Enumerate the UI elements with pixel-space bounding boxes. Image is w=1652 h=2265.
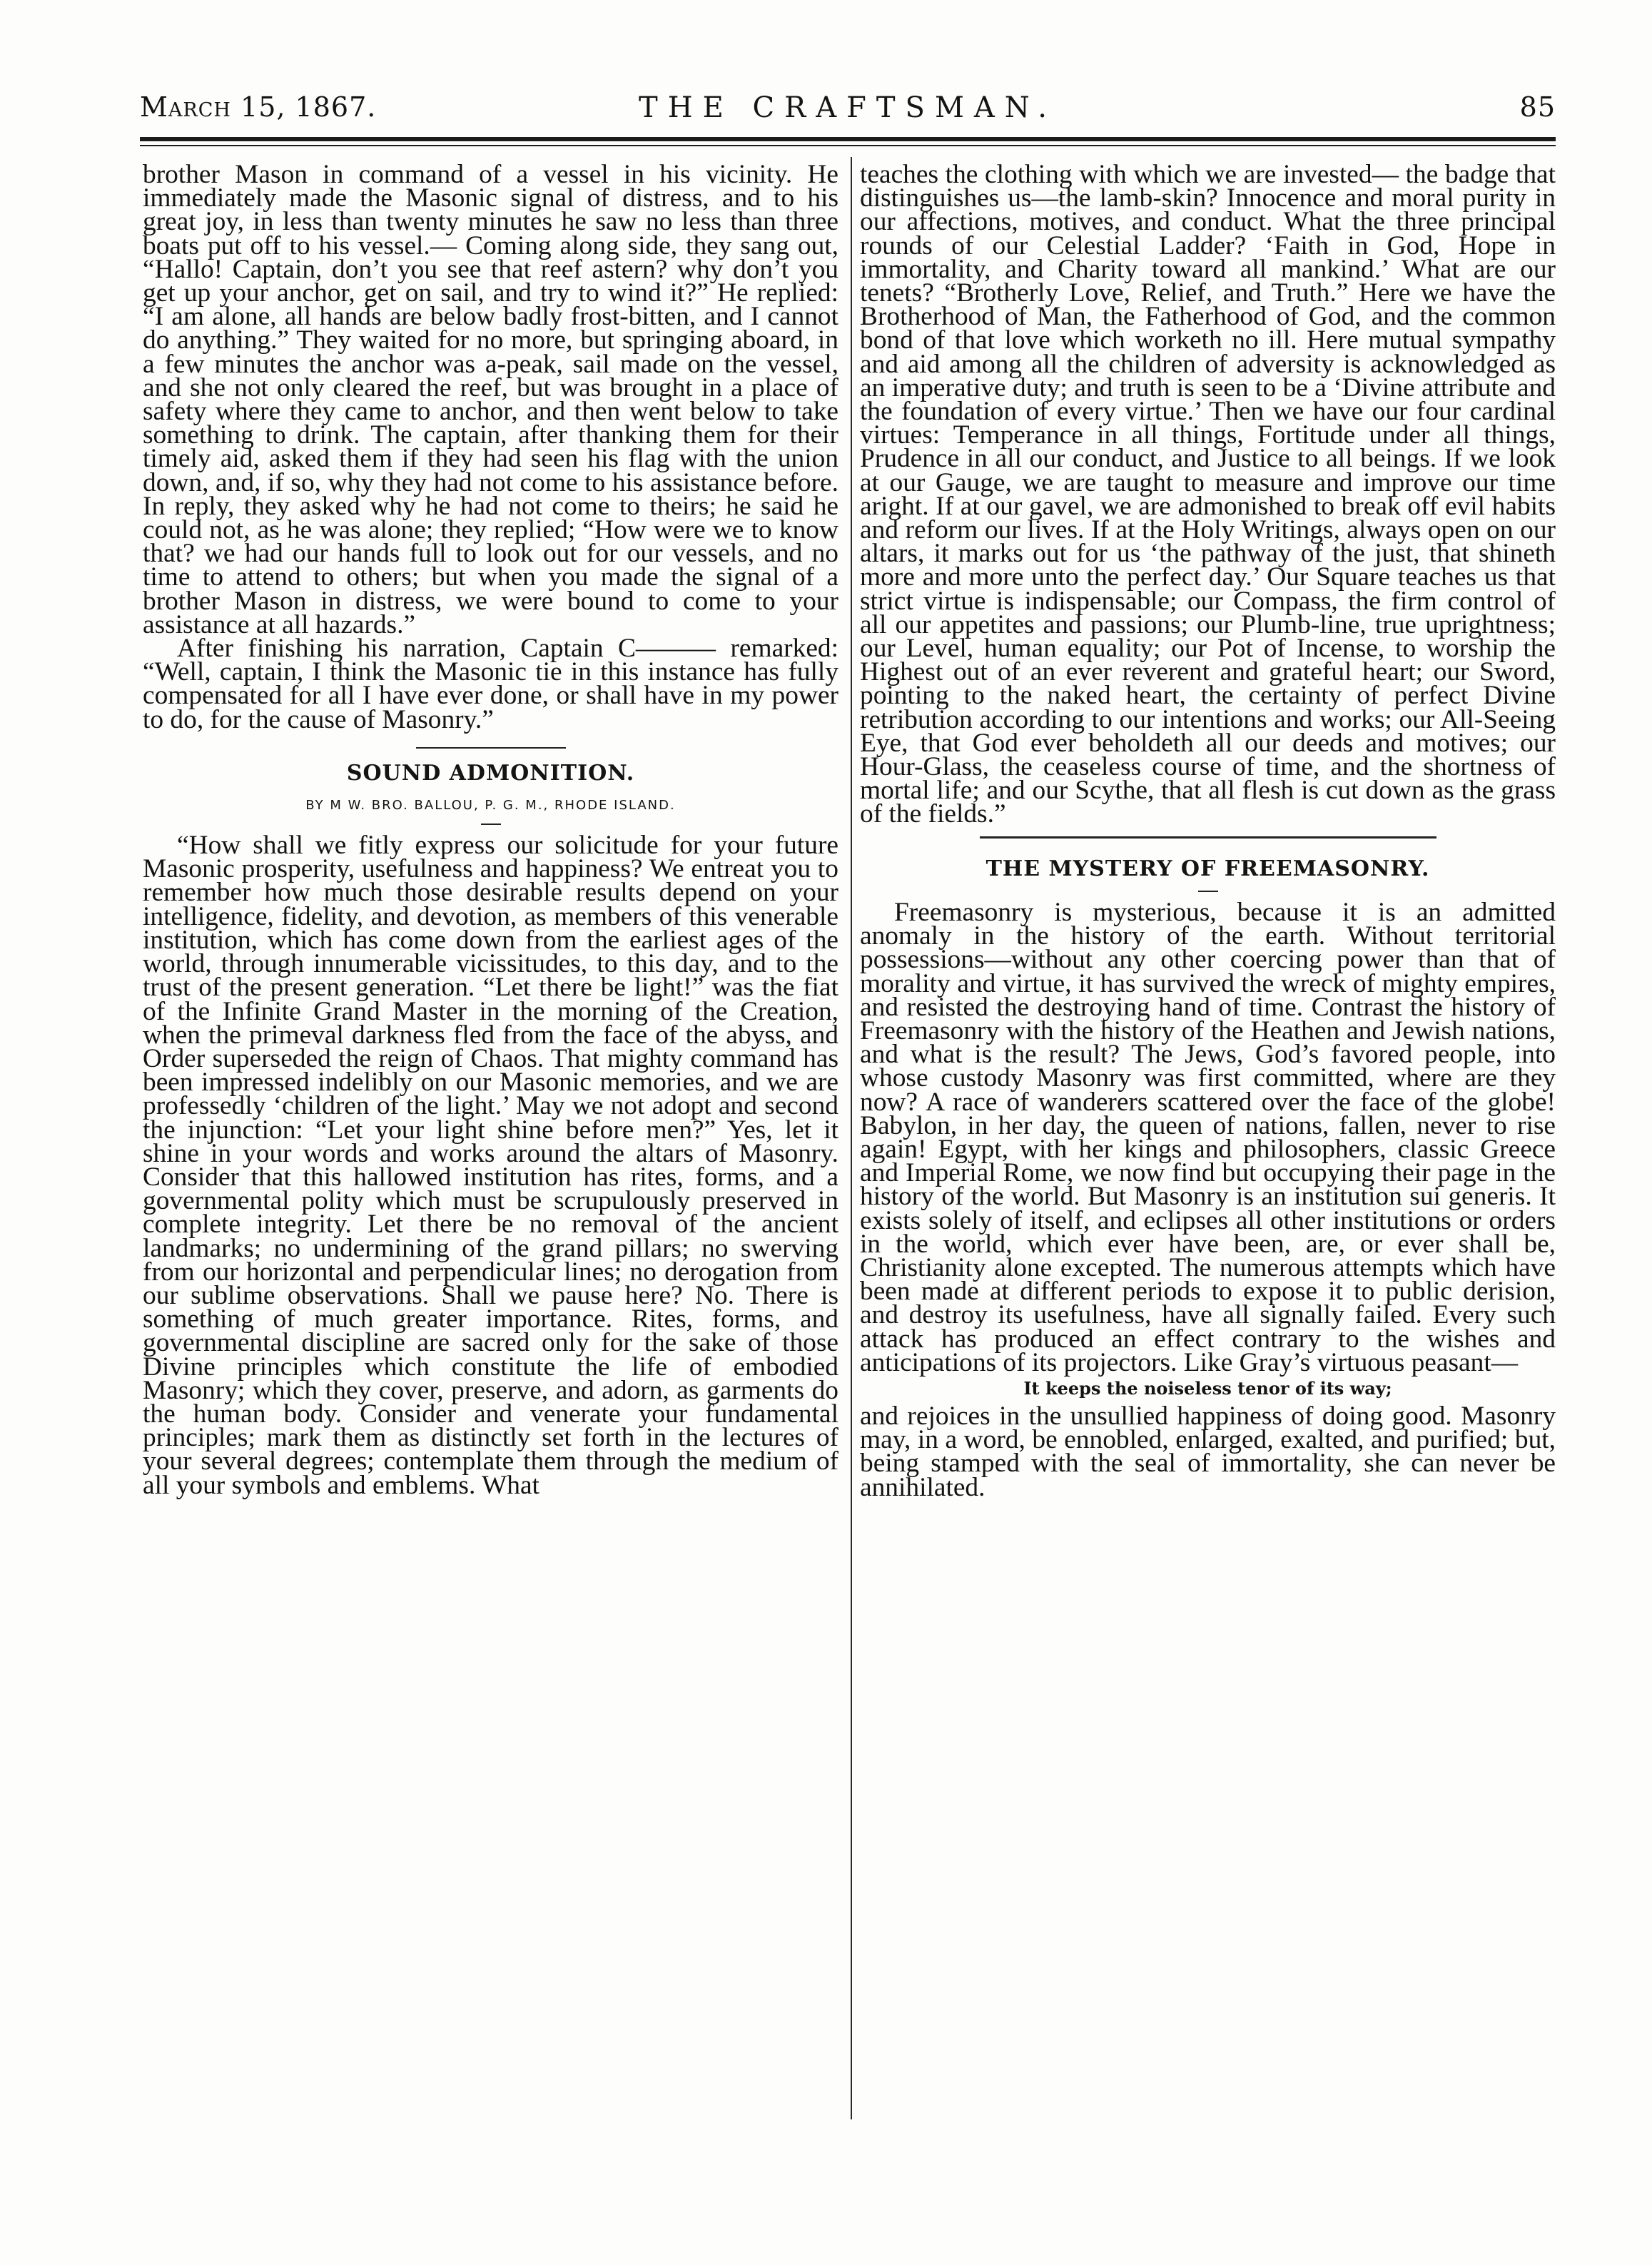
page-number: 85 — [1519, 91, 1556, 123]
story-continuation-paragraph: brother Mason in command of a vessel in his vicinity. He immediately made the Masonic signal of distress, and to his great joy, in less than twenty minutes he saw no less than three boats put off to his vessel.— Coming along side, they sang out, “Hallo! Captain, don’t you see that reef astern? why don’t you get up your anchor, get on sail, and try to wind it?” He replied: “I am alone, all hands are below badly frost-bitten, and I cannot do anything.” They waited for no more, but springing aboard, in a few minutes the anchor was a-peak, sail made on the vessel, and she not only cleared the reef, but was brought in a place of safety where they came to anchor, and then went below to take something to drink. The captain, after thanking them for their timely aid, asked them if they had seen his flag with the union down, and, if so, why they had not come to his assistance before. In reply, they asked why he had not come to theirs; he said he could not, as he was alone; they replied; “How were we to know that? we had our hands full to look out for our vessels, and no time to attend to others; but when you made the signal of a brother Mason in distress, we were bound to come to your assistance at all hazards.” — [143, 160, 838, 639]
header-rule-thin — [140, 145, 1556, 146]
mystery-closing-paragraph: and rejoices in the unsullied happiness of doing good. Masonry may, in a word, be ennobled, enlarged, exalted, and purified; but, being stamped with the seal of immortality, she can never be annihilated. — [860, 1401, 1556, 1502]
right-column — [860, 160, 1556, 1502]
quoted-verse-line: It keeps the noiseless tenor of its way; — [1023, 1377, 1392, 1399]
publication-title: THE CRAFTSMAN. — [639, 91, 1057, 124]
admonition-paragraph: “How shall we fitly express our solicitude for your future Masonic prosperity, usefulness and happiness? We entreat you to remember how much those desirable results depend on your intelligence, fidelity, and devotion, as members of this venerable institution, which has come down from the earliest ages of the world, through innumerable vicissitudes, to this day, and to the trust of the present generation. “Let there be light!” was the fiat of the Infinite Grand Master in the morning of the Creation, when the primeval darkness fled from the face of the abyss, and Order superseded the reign of Chaos. That mighty command has been impressed indelibly on our Masonic memories, and we are professedly ‘children of the light.’ May we not adopt and second the injunction: “Let your light shine before men?” Yes, let it shine in your words and works around the altars of Masonry. Consider that this hallowed institution has rites, forms, and a governmental polity which must be scrupulously preserved in complete integrity. Let there be no removal of the ancient landmarks; no undermining of the grand pillars; no swerving from our horizontal and perpendicular lines; no derogation from our sublime observations. Shall we pause here? No. There is something of much greater importance. Rites, forms, and governmental discipline are sacred only for the sake of those Divine principles which constitute the life of embodied Masonry; which they cover, preserve, and adorn, as garments do the human body. Consider and venerate your fundamental principles; mark them as distinctly set forth in the lectures of your several degrees; contemplate them through the medium of all your symbols and emblems. What — [143, 831, 838, 1500]
mystery-paragraph: Freemasonry is mysterious, because it is an admitted anomaly in the history of the earth. Without territorial possessions—without any other coercing power than that of morality and virtue, it has survived the wreck of mighty empires, and resisted the destroying hand of time. Contrast the history of Freemasonry with the history of the Heathen and Jewish nations, and what is the result? The Jews, God’s favored people, into whose custody Masonry was first committed, where are they now? A race of wanderers scattered over the face of the globe! Babylon, in her day, the queen of nations, fallen, never to rise again! Egypt, with her kings and philosophers, classic Greece and Imperial Rome, we now find but occupying their page in the history of the world. But Masonry is an institution sui generis. It exists solely of itself, and eclipses all other institutions or orders in the world, which ever have been, are, or ever shall be, Christianity alone excepted. The numerous attempts which have been made at different periods to expose it to public derision, and destroy its usefulness, have all signally failed. Every such attack has produced an effect contrary to the wishes and anticipations of its projectors. Like Gray’s virtuous peasant— — [860, 897, 1556, 1377]
column-divider — [851, 157, 852, 2119]
heading-dash — [1198, 891, 1218, 892]
story-closing-paragraph: After finishing his narration, Captain C——— remarked: “Well, captain, I think the Masonic tie in this instance has fully compensated for all I have ever done, or shall have in my power to do, for the cause of Masonry.” — [143, 634, 838, 734]
article-separator — [416, 747, 566, 749]
article-separator — [980, 836, 1436, 838]
admonition-continuation-paragraph: teaches the clothing with which we are invested— the badge that distinguishes us—the lamb-skin? Innocence and moral purity in our affections, motives, and conduct. What the three principal rounds of our Celestial Ladder? ‘Faith in God, Hope in immortality, and Charity toward all mankind.’ What are our tenets? “Brotherly Love, Relief, and Truth.” Here we have the Brotherhood of Man, the Fatherhood of God, and the common bond of that love which worketh no ill. Here mutual sympathy and aid among all the children of adversity is acknowledged as an imperative duty; and truth is seen to be a ‘Divine attribute and the foundation of every virtue.’ Then we have our four cardinal virtues: Temperance in all things, Fortitude under all things, Prudence in all our conduct, and Justice to all beings. If we look at our Gauge, we are taught to measure and improve our time aright. If at our gavel, we are admonished to break off evil habits and reform our lives. If at the Holy Writings, always open on our altars, it marks out for us ‘the pathway of the just, that shineth more and more unto the perfect day.’ Our Square teaches us that strict virtue is indispensable; our Compass, the firm control of all our appetites and passions; our Plumb-line, true uprightness; our Level, human equality; our Pot of Incense, to worship the Highest out of an ever reverent and grateful heart; our Sword, pointing to the naked heart, the certainty of perfect Divine retribution according to our intentions and works; our All-Seeing Eye, that God ever beholdeth all our deeds and motives; our Hour-Glass, the ceaseless course of time, and the shortness of mortal life; and our Scythe, that all flesh is cut down as the grass of the fields.” — [860, 160, 1556, 829]
header-rule-thick — [140, 137, 1556, 141]
issue-date: March 15, 1867. — [140, 91, 377, 123]
section-heading-mystery-of-freemasonry: THE MYSTERY OF FREEMASONRY. — [985, 856, 1430, 881]
section-heading-sound-admonition: SOUND ADMONITION. — [346, 760, 635, 786]
left-column — [143, 160, 838, 1500]
page-header — [140, 91, 1556, 134]
heading-dash — [481, 824, 501, 825]
article-byline: BY M W. BRO. BALLOU, P. G. M., RHODE ISLAND. — [305, 798, 676, 814]
